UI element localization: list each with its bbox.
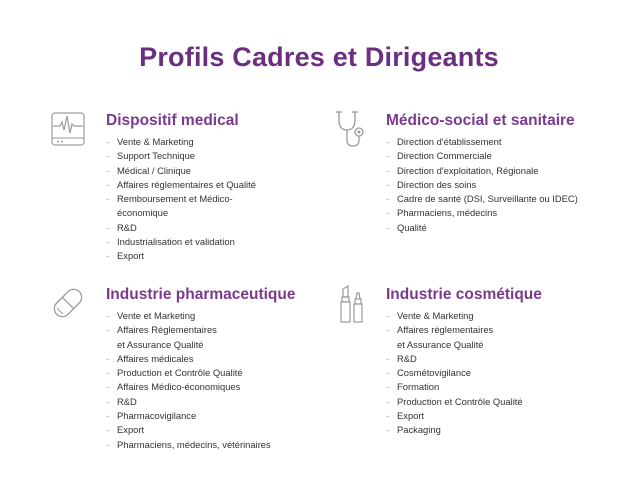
list-item: - Export — [106, 250, 145, 262]
list-item: - Direction d'exploitation, Régionale — [386, 164, 539, 176]
section-list — [106, 309, 295, 452]
heart-monitor-icon — [50, 111, 86, 147]
list-item: - R&D — [106, 395, 137, 407]
list-item: - Formation — [386, 381, 440, 393]
section-industrie-cosmetique — [386, 286, 542, 438]
list-item-continuation: et Assurance Qualité — [397, 338, 484, 350]
list-item: - Affaires réglementaires et Qualité — [106, 178, 256, 190]
stethoscope-icon — [333, 108, 371, 150]
list-item: - Cadre de santé (DSI, Surveillante ou IDEC) — [386, 193, 578, 205]
list-item: - Packaging — [386, 424, 441, 436]
list-item: - Direction d'établissement — [386, 136, 502, 147]
list-item: - Affaires réglementaires — [386, 324, 494, 336]
list-item: - R&D — [386, 352, 417, 364]
list-item: - R&D — [106, 221, 137, 233]
list-item: - Vente & Marketing — [106, 136, 194, 147]
section-heading: Industrie cosmétique — [386, 286, 542, 303]
section-list — [386, 135, 578, 235]
list-item-continuation: économique — [117, 207, 169, 219]
list-item: - Médical / Clinique — [106, 164, 191, 176]
section-list — [386, 309, 542, 438]
list-item: - Qualité — [386, 221, 427, 233]
list-item: - Production et Contrôle Qualité — [386, 395, 523, 407]
list-item: - Cosmétovigilance — [386, 367, 471, 379]
list-item: - Affaires Médico-économiques — [106, 381, 241, 393]
page-title: Profils Cadres et Dirigeants — [139, 42, 499, 72]
pill-capsule-icon — [48, 283, 88, 323]
list-item: - Industrialisation et validation — [106, 236, 235, 248]
list-item: - Export — [106, 424, 145, 436]
list-item: - Affaires Règlementaires — [106, 324, 217, 336]
list-item: - Pharmacovigilance — [106, 410, 197, 422]
list-item: - Production et Contrôle Qualité — [106, 367, 243, 379]
list-item: - Vente et Marketing — [106, 310, 196, 321]
lipstick-icon — [337, 283, 367, 325]
list-item: - Direction Commerciale — [386, 150, 492, 162]
list-item: - Vente & Marketing — [386, 310, 474, 321]
section-heading: Dispositif medical — [106, 112, 239, 129]
list-item: - Pharmaciens, médecins — [386, 207, 498, 219]
list-item: - Support Technique — [106, 150, 196, 162]
section-industrie-pharmaceutique — [106, 286, 295, 452]
section-medico-social — [386, 112, 578, 235]
list-item: - Direction des soins — [386, 178, 477, 190]
list-item: - Pharmaciens, médecins, vétérinaires — [106, 438, 271, 450]
list-item: - Export — [386, 410, 425, 422]
section-dispositif-medical — [106, 112, 256, 264]
list-item: - Remboursement et Médico- — [106, 193, 233, 205]
list-item: - Affaires médicales — [106, 352, 194, 364]
section-list — [106, 135, 256, 264]
list-item-continuation: et Assurance Qualité — [117, 338, 204, 350]
section-heading: Médico-social et sanitaire — [386, 112, 575, 129]
section-heading: Industrie pharmaceutique — [106, 286, 296, 303]
